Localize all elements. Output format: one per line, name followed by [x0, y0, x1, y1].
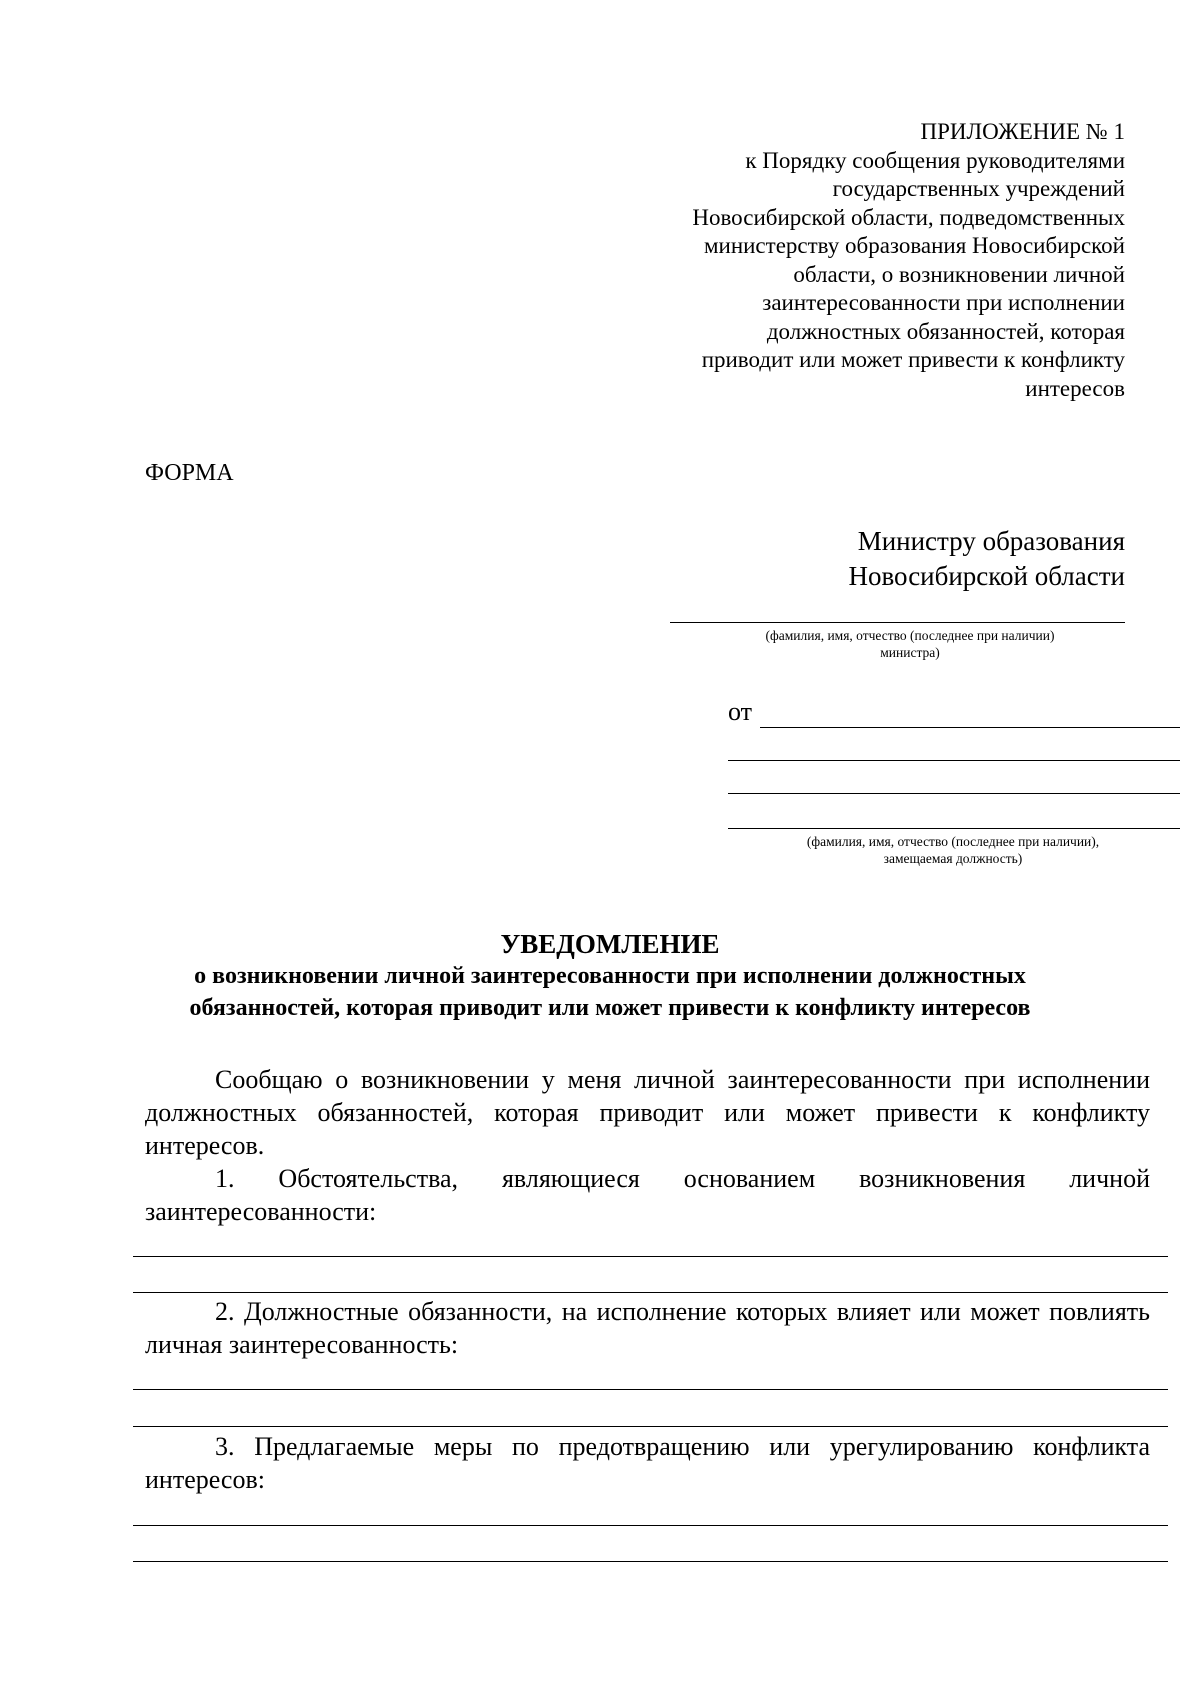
notice-title: УВЕДОМЛЕНИЕ [500, 929, 720, 959]
item-2-answer-line-1[interactable] [133, 1389, 1168, 1390]
minister-name-line[interactable] [670, 622, 1125, 623]
item-3-answer-line-2[interactable] [133, 1561, 1168, 1562]
appendix-line: к Порядку сообщения руководителями [745, 147, 1125, 173]
notice-subtitle-line: обязанностей, которая приводит или может привести к конфликту интересов [189, 995, 1031, 1021]
item-1-answer-line-2[interactable] [133, 1292, 1168, 1293]
minister-name-caption: (фамилия, имя, отчество (последнее при наличии) министра) [765, 628, 1055, 660]
notice-heading [130, 928, 1090, 1024]
appendix-line: области, о возникновении личной [793, 261, 1125, 287]
item-2-answer-line-2[interactable] [133, 1426, 1168, 1427]
appendix-line: должностных обязанностей, которая [766, 318, 1125, 344]
sender-line-1[interactable] [760, 727, 1180, 728]
sender-caption: (фамилия, имя, отчество (последнее при наличии), замещаемая должность) [806, 834, 1100, 866]
appendix-line: интересов [1025, 375, 1125, 401]
notice-subtitle-line: о возникновении личной заинтересованности при исполнении должностных [194, 963, 1026, 989]
item-3-answer-line-1[interactable] [133, 1525, 1168, 1526]
appendix-line: приводит или может привести к конфликту [701, 347, 1125, 372]
sender-line-2[interactable] [728, 760, 1180, 761]
addressee-line: Министру образования [857, 526, 1125, 556]
appendix-line: Новосибирской области, подведомственных [692, 204, 1125, 230]
form-label: ФОРМА [145, 460, 234, 486]
appendix-line: министерству образования Новосибирской [703, 233, 1125, 258]
appendix-line: заинтересованности при исполнении [762, 290, 1125, 315]
sender-line-3[interactable] [728, 793, 1180, 794]
addressee-line: Новосибирской области [848, 561, 1125, 591]
item-1-answer-line-1[interactable] [133, 1256, 1168, 1257]
sender-line-4[interactable] [728, 828, 1180, 829]
appendix-block [605, 118, 1125, 403]
intro-paragraph: Сообщаю о возникновении у меня личной заинтересованности при исполнении должностных обязанностей, которая приводит или может привести к конфликту интересов. [145, 1065, 1150, 1160]
item-2-paragraph: 2. Должностные обязанности, на исполнение которых влияет или может повлиять личная заинтересованность: [145, 1297, 1150, 1359]
item-1-paragraph: 1. Обстоятельства, являющиеся основанием возникновения личной заинтересованности: [145, 1164, 1150, 1226]
appendix-line: государственных учреждений [832, 176, 1125, 201]
addressee-block [655, 524, 1125, 594]
item-3-paragraph: 3. Предлагаемые меры по предотвращению или урегулированию конфликта интересов: [145, 1432, 1150, 1494]
appendix-line: ПРИЛОЖЕНИЕ № 1 [920, 119, 1125, 144]
from-label: от [728, 697, 753, 726]
